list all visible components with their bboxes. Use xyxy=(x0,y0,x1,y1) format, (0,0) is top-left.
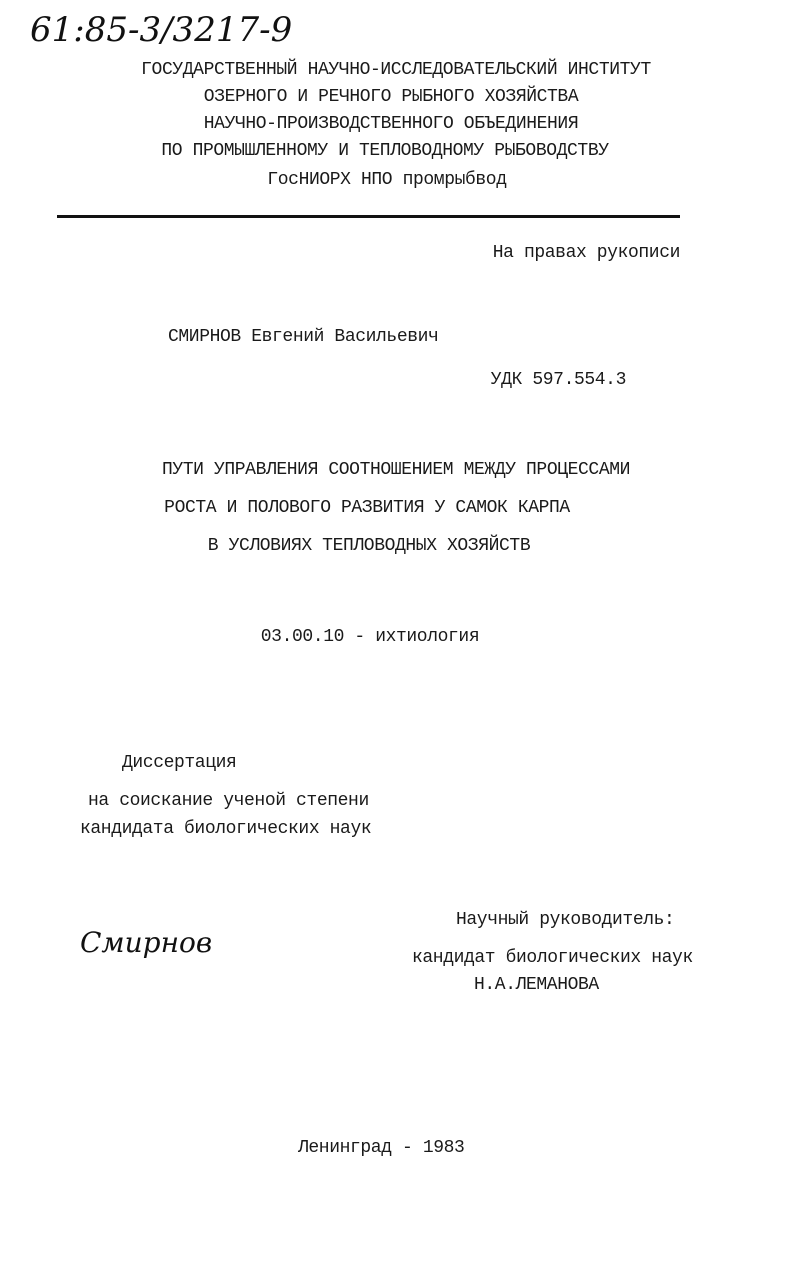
supervisor-label: Научный руководитель: xyxy=(456,910,675,930)
title-line: РОСТА И ПОЛОВОГО РАЗВИТИЯ У САМОК КАРПА xyxy=(164,498,570,518)
title-line: В УСЛОВИЯХ ТЕПЛОВОДНЫХ ХОЗЯЙСТВ xyxy=(207,536,531,556)
degree-line: Диссертация xyxy=(122,753,237,773)
degree-line: кандидата биологических наук xyxy=(80,819,372,839)
title-line: ПУТИ УПРАВЛЕНИЯ СООТНОШЕНИЕМ МЕЖДУ ПРОЦЕССАМИ xyxy=(161,460,631,480)
institution-line: ОЗЕРНОГО И РЕЧНОГО РЫБНОГО ХОЗЯЙСТВА xyxy=(203,87,579,107)
place-year: Ленинград - 1983 xyxy=(298,1138,465,1158)
archive-code-handwritten: 61:85-3/3217-9 xyxy=(30,10,293,50)
author-signature: Смирнов xyxy=(80,926,213,959)
institution-line: ГОСУДАРСТВЕННЫЙ НАУЧНО-ИССЛЕДОВАТЕЛЬСКИЙ ИНСТИТУТ xyxy=(141,60,651,80)
institution-line: НАУЧНО-ПРОИЗВОДСТВЕННОГО ОБЪЕДИНЕНИЯ xyxy=(203,114,579,134)
udc-code: УДК 597.554.3 xyxy=(490,370,626,390)
supervisor-title: кандидат биологических наук xyxy=(412,948,693,968)
manuscript-note: На правах рукописи xyxy=(492,243,680,263)
institution-line: ПО ПРОМЫШЛЕННОМУ И ТЕПЛОВОДНОМУ РЫБОВОДСТВУ xyxy=(161,141,609,161)
degree-line: на соискание ученой степени xyxy=(88,791,369,811)
author-name: СМИРНОВ Евгений Васильевич xyxy=(168,327,439,347)
specialty: 03.00.10 - ихтиология xyxy=(260,627,480,647)
supervisor-name: Н.А.ЛЕМАНОВА xyxy=(474,975,599,995)
institution-line: ГосНИОРХ НПО промрыбвод xyxy=(267,170,507,190)
header-divider xyxy=(57,215,680,218)
